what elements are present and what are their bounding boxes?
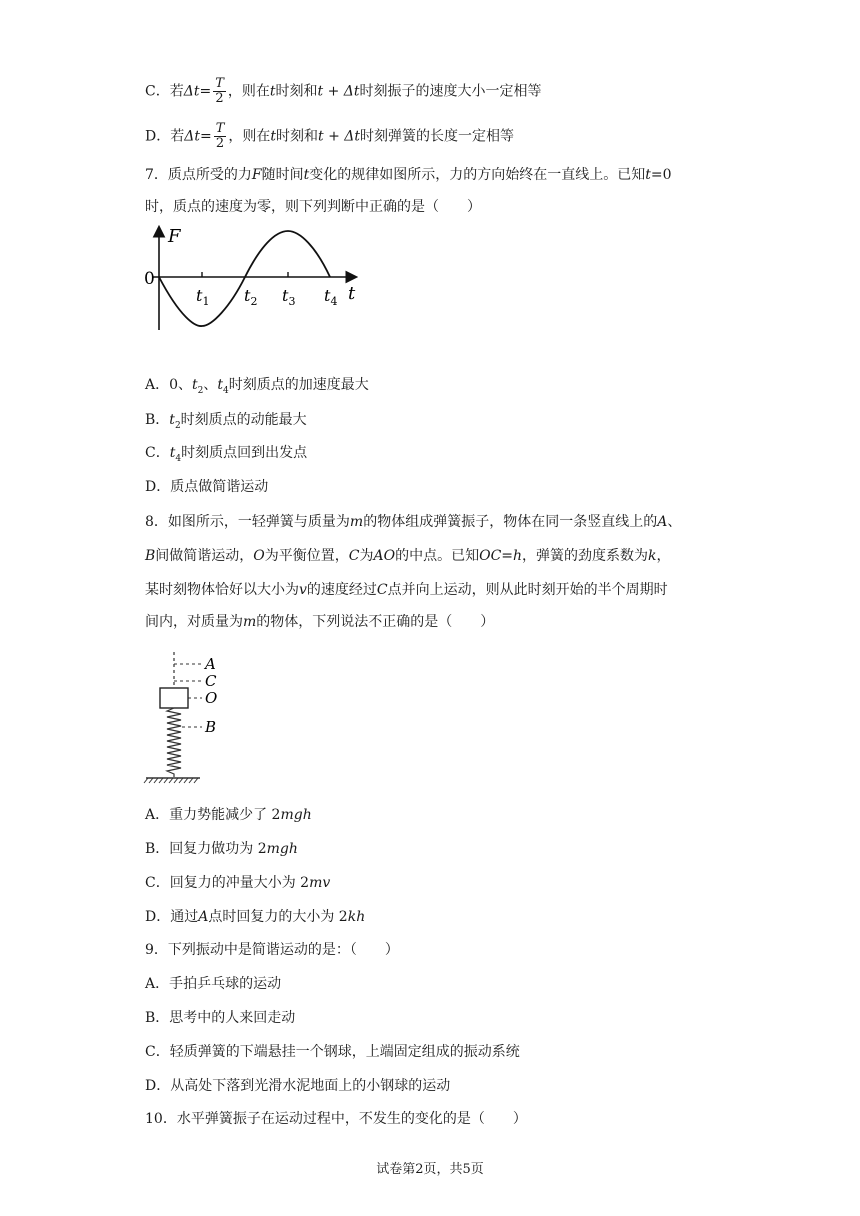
math-A: A xyxy=(657,514,668,530)
text: 的物体组成弹簧振子，物体在同一条竖直线上的 xyxy=(363,514,658,530)
q7-option-a xyxy=(145,375,369,401)
label-o: O xyxy=(205,689,218,707)
subscript: 2 xyxy=(197,385,204,396)
text: A．重力势能减少了 2 xyxy=(145,807,281,823)
text: ， xyxy=(656,548,671,564)
math-C: C xyxy=(348,548,360,564)
q9-option-c: C．轻质弹簧的下端悬挂一个钢球，上端固定组成的振动系统 xyxy=(145,1044,520,1060)
q9-option-b: B．思考中的人来回走动 xyxy=(145,1010,296,1026)
math-t: t xyxy=(303,167,310,183)
math-AO: AO xyxy=(373,548,396,564)
math-kh: kh xyxy=(347,909,366,925)
math-t-plus-dt: t + Δt xyxy=(317,83,360,100)
spring-oscillator-diagram xyxy=(142,650,252,786)
text: 点时回复力的大小为 2 xyxy=(208,909,348,925)
tick-base: t xyxy=(196,286,203,305)
q9-option-d: D．从高处下落到光滑水泥地面上的小钢球的运动 xyxy=(145,1078,451,1094)
fraction-t-over-2 xyxy=(213,77,226,106)
text: ，则在 xyxy=(227,83,270,100)
q8-option-d xyxy=(145,907,365,927)
text: 为 xyxy=(359,548,374,564)
q6-option-d xyxy=(145,122,514,151)
subscript: 4 xyxy=(175,453,182,464)
frac-den: 2 xyxy=(215,91,224,106)
text: 时刻和 xyxy=(275,83,318,100)
tick-label-t3 xyxy=(282,286,295,308)
q10-stem: 10．水平弹簧振子在运动过程中，不发生的变化的是（ ） xyxy=(145,1111,527,1127)
text: ，则在 xyxy=(228,128,271,145)
math-mgh: mgh xyxy=(266,841,298,857)
math-eq: = xyxy=(199,83,212,100)
text: C． xyxy=(145,445,170,461)
label-a: A xyxy=(205,655,216,673)
q8-option-b xyxy=(145,839,298,859)
text: ，弹簧的劲度系数为 xyxy=(522,548,649,564)
text: 时刻弹簧的长度一定相等 xyxy=(360,128,515,145)
tick-sub: 2 xyxy=(250,295,258,308)
math-m: m xyxy=(243,614,257,630)
subscript: 2 xyxy=(174,420,181,431)
tick-label-t1 xyxy=(196,286,209,308)
text: 、 xyxy=(203,377,218,393)
math-t: t xyxy=(645,167,651,183)
math-t: t xyxy=(169,445,176,461)
q7-option-d: D．质点做简谐运动 xyxy=(145,479,269,495)
q8-stem-line4 xyxy=(145,612,494,632)
q8-option-c xyxy=(145,873,330,893)
text: 的中点。已知 xyxy=(395,548,480,564)
label-b: B xyxy=(205,718,217,736)
text: B． xyxy=(145,412,170,428)
math-mgh: mgh xyxy=(280,807,312,823)
y-axis-label: F xyxy=(168,226,181,247)
spring xyxy=(167,708,181,777)
q7-option-b xyxy=(145,410,307,436)
q8-option-a xyxy=(145,805,312,825)
x-axis-label: t xyxy=(348,283,356,304)
math-dt: Δt xyxy=(183,83,200,100)
q6-option-c xyxy=(145,77,542,106)
tick-label-t4 xyxy=(324,286,337,308)
math-eq: = xyxy=(199,128,212,145)
option-label: C．若 xyxy=(145,83,184,100)
tick-sub: 4 xyxy=(330,295,338,308)
text: 的物体，下列说法不正确的是（ ） xyxy=(256,614,495,630)
math-m: m xyxy=(349,514,364,530)
subscript: 4 xyxy=(223,385,229,396)
text: 间内，对质量为 xyxy=(145,614,243,630)
q7-stem-line1 xyxy=(145,165,672,185)
q9-option-a: A．手拍乒乓球的运动 xyxy=(145,976,282,992)
tick-base: t xyxy=(244,286,251,305)
frac-den: 2 xyxy=(215,136,225,151)
math-B: B xyxy=(145,548,156,564)
label-c: C xyxy=(205,672,217,690)
text: 变化的规律如图所示，力的方向始终在一直线上。已知 xyxy=(309,167,646,183)
fraction-t-over-2 xyxy=(214,122,227,151)
math-t: t xyxy=(192,377,198,393)
math-t-plus-dt: t + Δt xyxy=(318,128,361,145)
math-F: F xyxy=(251,167,262,183)
text: 时刻质点回到出发点 xyxy=(181,445,308,461)
q8-stem-line1 xyxy=(145,512,681,532)
tick-sub: 3 xyxy=(288,295,296,308)
frac-num: T xyxy=(215,76,224,91)
page-footer: 试卷第2页，共5页 xyxy=(376,1162,484,1177)
math-k: k xyxy=(648,548,657,564)
math-C: C xyxy=(376,582,388,598)
math-O: O xyxy=(253,548,265,564)
q8-stem-line3 xyxy=(145,580,668,600)
force-time-graph xyxy=(140,222,370,334)
tick-sub: 1 xyxy=(202,295,210,308)
math-dt: Δt xyxy=(184,128,200,145)
text: D．通过 xyxy=(145,909,199,925)
q9-stem: 9．下列振动中是简谐运动的是：（ ） xyxy=(145,942,399,958)
frac-num: T xyxy=(215,121,225,136)
q7-option-c xyxy=(145,443,307,469)
text: 某时刻物体恰好以大小为 xyxy=(145,582,299,598)
mass-block xyxy=(160,688,188,708)
q7-stem-line2: 时，质点的速度为零，则下列判断中正确的是（ ） xyxy=(145,199,481,215)
tick-label-t2 xyxy=(244,286,257,308)
text: B．回复力做功为 2 xyxy=(145,841,267,857)
math-OC-eq-h: OC=h xyxy=(479,548,523,564)
q8-stem-line2 xyxy=(145,546,671,566)
tick-base: t xyxy=(324,286,331,305)
math-t: t xyxy=(217,377,224,393)
text: 的速度经过 xyxy=(306,582,377,598)
math-v: v xyxy=(299,582,307,598)
math-t: t xyxy=(269,83,276,100)
origin-label: 0 xyxy=(144,269,155,289)
text: =0 xyxy=(650,167,672,183)
ground-hatch xyxy=(144,778,198,783)
math-t: t xyxy=(169,412,175,428)
text: C．回复力的冲量大小为 2 xyxy=(145,875,310,891)
text: A．0、 xyxy=(145,377,193,393)
text: 7．质点所受的力 xyxy=(145,167,252,183)
force-curve xyxy=(159,231,330,326)
text: 为平衡位置， xyxy=(264,548,349,564)
text: 时刻质点的加速度最大 xyxy=(228,377,369,393)
text: 时刻振子的速度大小一定相等 xyxy=(359,83,542,100)
math-t: t xyxy=(270,128,277,145)
text: 、 xyxy=(667,514,682,530)
text: 点并向上运动，则从此时刻开始的半个周期时 xyxy=(387,582,668,598)
math-A: A xyxy=(198,909,209,925)
math-mv: mv xyxy=(309,875,331,891)
tick-base: t xyxy=(282,286,289,305)
text: 8．如图所示，一轻弹簧与质量为 xyxy=(145,514,350,530)
option-label: D．若 xyxy=(145,128,185,145)
text: 时刻和 xyxy=(276,128,319,145)
text: 时刻质点的动能最大 xyxy=(180,412,307,428)
text: 随时间 xyxy=(261,167,304,183)
text: 间做简谐运动， xyxy=(155,548,254,564)
